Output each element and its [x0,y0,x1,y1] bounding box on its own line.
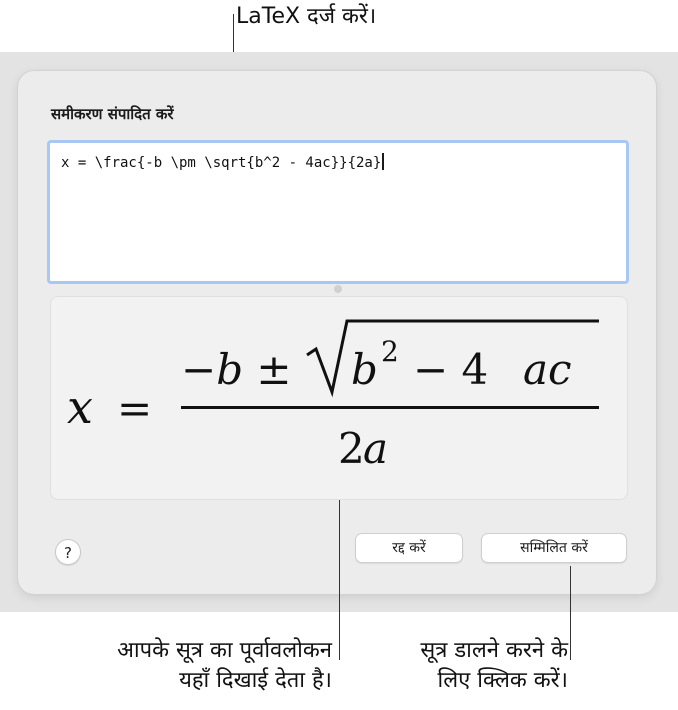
denominator-coeff: 2 [338,424,365,473]
equation-dialog [18,71,656,594]
radicand-rest: − 4 [413,345,489,394]
latex-input[interactable] [47,140,629,284]
resize-handle[interactable] [334,285,342,293]
insert-callout-line [570,566,571,660]
equation-lhs: x [67,380,93,434]
latex-input-text [61,153,384,171]
insert-callout-line2: लिए क्लिक करें। [437,668,568,693]
equation-equals: = [117,384,153,433]
text-caret [382,153,384,170]
fraction-bar [181,406,599,409]
equation-render [51,297,627,499]
preview-callout-line [339,500,340,660]
help-button[interactable]: ? [55,539,81,565]
numerator-prefix: −b ± [181,345,292,394]
cancel-button[interactable]: रद्द करें [355,533,463,563]
preview-callout-line2: यहाँ दिखाई देता है। [179,668,332,693]
insert-callout-line1: सूत्र डालने करने के [420,638,568,663]
denominator-var: a [363,424,389,473]
insert-button[interactable]: सम्मिलित करें [481,533,627,563]
preview-callout [30,636,332,696]
radicand-exponent: 2 [381,335,399,368]
preview-callout-line1: आपके सूत्र का पूर्वावलोकन [117,638,332,663]
insert-callout [374,636,568,696]
radicand-base: b [351,345,378,394]
latex-callout: LaTeX दर्ज करें। [236,4,377,29]
latex-input-value: x = \frac{-b \pm \sqrt{b^2 - 4ac}}{2a} [61,155,382,171]
radicand-vars: ac [523,345,572,394]
equation-preview [50,296,628,500]
dialog-title: समीकरण संपादित करें [51,105,174,123]
